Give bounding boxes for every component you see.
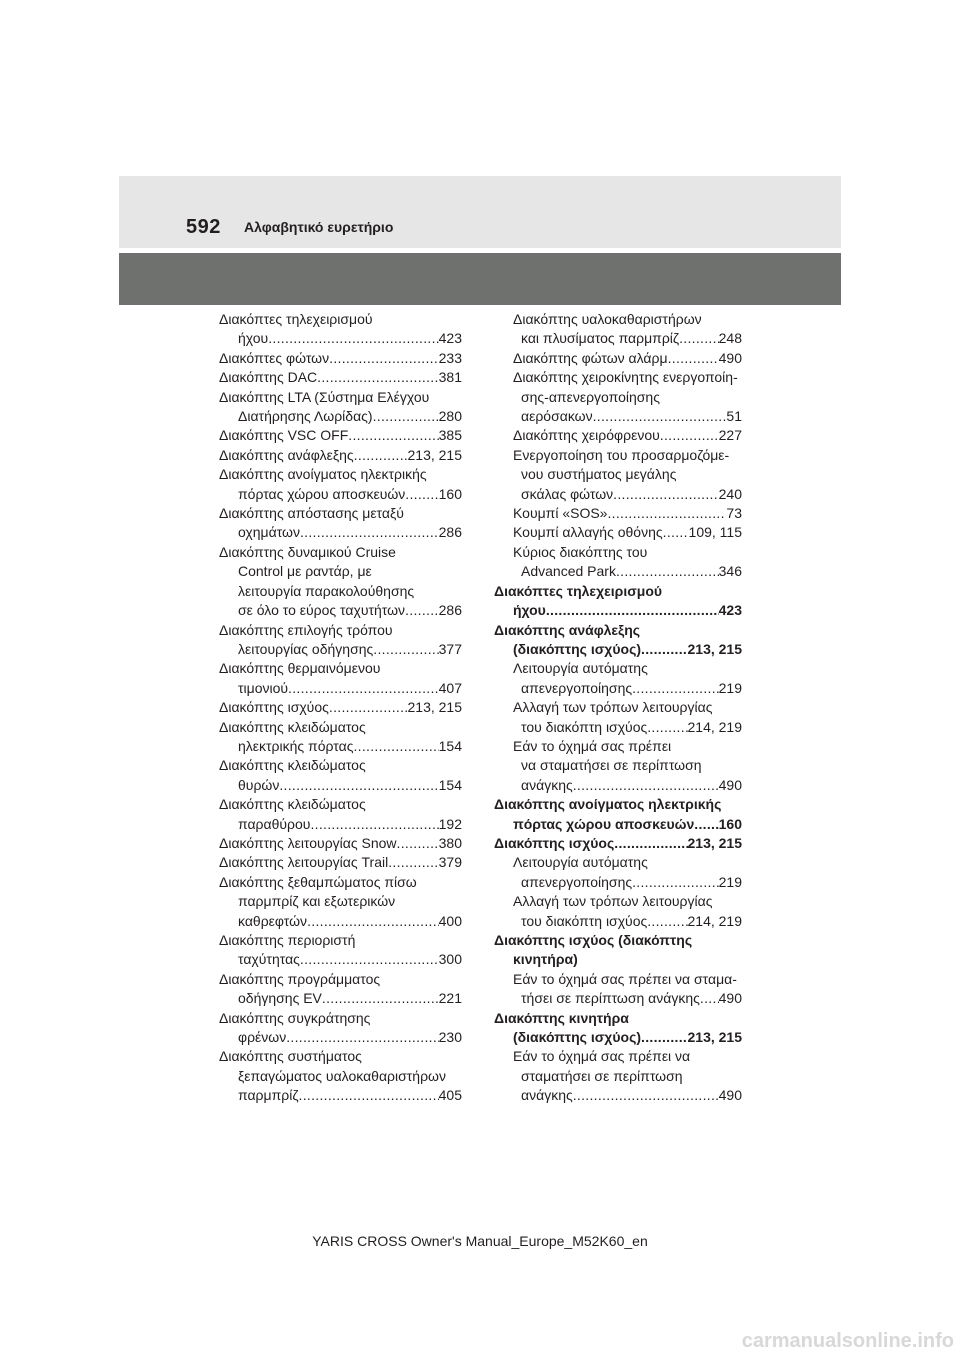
page-reference: 109, 115 bbox=[688, 524, 742, 541]
dot-leader bbox=[354, 446, 408, 465]
dot-leader bbox=[348, 426, 438, 445]
dot-leader bbox=[329, 698, 408, 717]
entry-text: Διακόπτης ισχύος (διακόπτης bbox=[494, 932, 693, 948]
index-entry bbox=[494, 1047, 742, 1066]
entry-text: απενεργοποίησης bbox=[521, 679, 633, 696]
index-entry bbox=[494, 912, 742, 931]
page-reference: 160 bbox=[438, 485, 462, 502]
entry-text: σης-απενεργοποίησης bbox=[521, 388, 660, 405]
index-entry bbox=[219, 543, 462, 562]
dot-leader bbox=[613, 485, 718, 504]
dot-leader bbox=[388, 853, 438, 872]
entry-text: πόρτας χώρου αποσκευών bbox=[513, 815, 695, 832]
entry-text: Διακόπτης προγράμματος bbox=[219, 970, 381, 987]
page-reference: 213, 215 bbox=[687, 834, 742, 851]
entry-text: (διακόπτης ισχύος) bbox=[513, 640, 642, 657]
index-entry bbox=[494, 562, 742, 581]
entry-text: Διακόπτης ισχύος bbox=[219, 699, 329, 716]
entry-text: παρμπρίζ bbox=[238, 1087, 299, 1104]
entry-text: καθρεφτών bbox=[238, 912, 308, 929]
page-reference: 154 bbox=[438, 776, 462, 793]
index-entry bbox=[219, 892, 462, 911]
index-entry bbox=[219, 912, 462, 931]
page-reference: 227 bbox=[718, 427, 742, 444]
entry-text: Διακόπτες τηλεχειρισμού bbox=[494, 582, 663, 599]
index-entry bbox=[494, 970, 742, 989]
index-entry bbox=[219, 504, 462, 523]
index-entry bbox=[494, 329, 742, 348]
page-reference: 377 bbox=[438, 640, 462, 657]
entry-text: κινητήρα) bbox=[513, 951, 578, 968]
index-entry bbox=[494, 989, 742, 1008]
entry-text: Διακόπτης συγκράτησης bbox=[219, 1009, 371, 1026]
entry-text: Κουμπί αλλαγής οθόνης bbox=[513, 524, 663, 541]
entry-text: Διακόπτης απόστασης μεταξύ bbox=[219, 505, 404, 522]
entry-text: τιμονιού bbox=[238, 679, 289, 696]
dot-leader bbox=[373, 640, 438, 659]
index-entry bbox=[494, 582, 742, 601]
index-entry bbox=[494, 698, 742, 717]
entry-text: Διακόπτης συστήματος bbox=[219, 1048, 362, 1065]
page-reference: 73 bbox=[726, 505, 742, 522]
index-entry bbox=[219, 485, 462, 504]
page-reference: 286 bbox=[438, 602, 462, 619]
entry-text: ανάγκης bbox=[521, 1087, 573, 1104]
dot-leader bbox=[405, 485, 438, 504]
dot-leader bbox=[310, 815, 438, 834]
dot-leader bbox=[405, 601, 439, 620]
dot-leader bbox=[700, 989, 719, 1008]
index-entry bbox=[219, 679, 462, 698]
index-entry bbox=[494, 601, 742, 620]
index-entry bbox=[494, 1028, 742, 1047]
entry-text: απενεργοποίησης bbox=[521, 873, 633, 890]
index-entry bbox=[494, 718, 742, 737]
index-entry bbox=[494, 388, 742, 407]
index-entry bbox=[219, 795, 462, 814]
entry-text: ήχου bbox=[513, 602, 546, 619]
entry-text: Διακόπτης κλειδώματος bbox=[219, 718, 366, 735]
page-reference: 214, 219 bbox=[687, 912, 742, 929]
entry-text: οδήγησης EV bbox=[238, 990, 322, 1007]
entry-text: Διακόπτης κλειδώματος bbox=[219, 757, 366, 774]
entry-text: τήσει σε περίπτωση ανάγκης bbox=[521, 990, 700, 1007]
entry-text: λειτουργία παρακολούθησης bbox=[238, 582, 415, 599]
dot-leader bbox=[668, 349, 719, 368]
entry-text: Διακόπτης χειρόφρενου bbox=[513, 427, 660, 444]
dot-leader bbox=[279, 776, 438, 795]
index-entry bbox=[494, 446, 742, 465]
page-reference: 240 bbox=[718, 485, 742, 502]
entry-text: Διακόπτης περιοριστή bbox=[219, 932, 356, 948]
index-entry bbox=[494, 950, 742, 969]
index-entry bbox=[494, 776, 742, 795]
dot-leader bbox=[632, 873, 719, 892]
entry-text: Διακόπτης ανάφλεξης bbox=[219, 446, 354, 463]
index-entry bbox=[494, 1067, 742, 1086]
dot-leader bbox=[663, 523, 689, 542]
index-entry bbox=[494, 873, 742, 892]
page-reference: 379 bbox=[438, 854, 462, 871]
index-entry bbox=[494, 504, 742, 523]
entry-text: σκάλας φώτων bbox=[521, 485, 614, 502]
page-reference: 490 bbox=[718, 349, 742, 366]
entry-text: Διακόπτης λειτουργίας Snow bbox=[219, 834, 397, 851]
page-reference: 286 bbox=[438, 524, 462, 541]
entry-text: νου συστήματος μεγάλης bbox=[521, 466, 677, 483]
entry-text: Διακόπτης κλειδώματος bbox=[219, 796, 366, 813]
index-entry bbox=[494, 349, 742, 368]
index-entry bbox=[219, 349, 462, 368]
watermark: carmanualsonline.info bbox=[741, 1330, 954, 1352]
index-entry bbox=[219, 1009, 462, 1028]
dot-leader bbox=[573, 776, 719, 795]
index-entry bbox=[219, 737, 462, 756]
entry-text: πόρτας χώρου αποσκευών bbox=[238, 485, 406, 502]
index-entry bbox=[219, 388, 462, 407]
entry-text: Διακόπτες τηλεχειρισμού bbox=[219, 311, 373, 327]
index-entry bbox=[494, 931, 742, 950]
index-entry bbox=[494, 1086, 742, 1105]
entry-text: Διακόπτης ισχύος bbox=[494, 834, 615, 851]
index-entry bbox=[219, 989, 462, 1008]
index-entry bbox=[219, 1047, 462, 1066]
dot-leader bbox=[373, 407, 439, 426]
entry-text: Διακόπτης ανοίγματος ηλεκτρικής bbox=[219, 466, 427, 483]
entry-text: Διακόπτης δυναμικού Cruise bbox=[219, 543, 396, 560]
index-entry bbox=[219, 621, 462, 640]
page-reference: 300 bbox=[438, 951, 462, 968]
index-entry bbox=[494, 426, 742, 445]
page-reference: 230 bbox=[438, 1029, 462, 1046]
index-entry bbox=[494, 1009, 742, 1028]
index-entry bbox=[494, 407, 742, 426]
entry-text: του διακόπτη ισχύος bbox=[521, 718, 648, 735]
entry-text: και πλυσίματος παρμπρίζ bbox=[521, 330, 680, 347]
index-entry bbox=[219, 718, 462, 737]
page-reference: 385 bbox=[438, 427, 462, 444]
page-reference: 221 bbox=[438, 990, 462, 1007]
entry-text: οχημάτων bbox=[238, 524, 300, 541]
index-entry bbox=[219, 582, 462, 601]
entry-text: Εάν το όχημά σας πρέπει να bbox=[513, 1048, 691, 1065]
index-entry bbox=[494, 659, 742, 678]
entry-text: Διακόπτης VSC OFF bbox=[219, 427, 349, 444]
entry-text: φρένων bbox=[238, 1029, 287, 1046]
index-entry bbox=[494, 523, 742, 542]
entry-text: Αλλαγή των τρόπων λειτουργίας bbox=[513, 699, 713, 716]
entry-text: Διακόπτης χειροκίνητης ενεργοποίη- bbox=[513, 369, 738, 386]
index-entry bbox=[219, 659, 462, 678]
index-entry bbox=[219, 523, 462, 542]
section-title: Αλφαβητικό ευρετήριο bbox=[244, 219, 394, 235]
dot-leader bbox=[268, 329, 438, 348]
entry-text: Διακόπτης ανοίγματος ηλεκτρικής bbox=[494, 796, 722, 813]
dot-leader bbox=[616, 562, 719, 581]
page-reference: 213, 215 bbox=[687, 1029, 742, 1046]
page-reference: 213, 215 bbox=[407, 699, 462, 716]
entry-text: Control με ραντάρ, με bbox=[238, 563, 372, 580]
entry-text: Εάν το όχημά σας πρέπει bbox=[513, 737, 672, 754]
entry-text: Λειτουργία αυτόματης bbox=[513, 660, 648, 677]
footer-manual-name: YARIS CROSS Owner's Manual_Europe_M52K60_en bbox=[312, 1233, 648, 1249]
page-reference: 51 bbox=[726, 408, 742, 425]
page-number: 592 bbox=[186, 216, 221, 238]
dot-leader bbox=[300, 950, 439, 969]
index-entry bbox=[219, 426, 462, 445]
page-reference: 405 bbox=[438, 1087, 462, 1104]
dot-leader bbox=[632, 679, 719, 698]
index-entry bbox=[219, 310, 462, 329]
index-entry bbox=[494, 815, 742, 834]
page-reference: 381 bbox=[438, 369, 462, 386]
entry-text: σταματήσει σε περίπτωση bbox=[521, 1067, 683, 1084]
entry-text: ξεπαγώματος υαλοκαθαριστήρων bbox=[238, 1067, 446, 1084]
entry-text: Διακόπτης θερμαινόμενου bbox=[219, 660, 381, 677]
entry-text: Advanced Park bbox=[521, 563, 616, 580]
entry-text: Διακόπτης DAC bbox=[219, 369, 318, 386]
entry-text: παρμπρίζ και εξωτερικών bbox=[238, 893, 396, 910]
entry-text: Κουμπί «SOS» bbox=[513, 505, 608, 522]
index-entry bbox=[494, 465, 742, 484]
dot-leader bbox=[573, 1086, 719, 1105]
index-entry bbox=[219, 970, 462, 989]
index-entry bbox=[219, 834, 462, 853]
dot-leader bbox=[694, 815, 718, 834]
page-reference: 400 bbox=[438, 912, 462, 929]
page-reference: 346 bbox=[718, 563, 742, 580]
index-entry bbox=[219, 776, 462, 795]
entry-text: αερόσακων bbox=[521, 408, 593, 425]
entry-text: θυρών bbox=[238, 776, 280, 793]
index-entry bbox=[494, 834, 742, 853]
index-column-left bbox=[219, 310, 462, 1106]
index-entry bbox=[219, 446, 462, 465]
entry-text: Διακόπτης ξεθαμπώματος πίσω bbox=[219, 873, 417, 890]
index-entry bbox=[219, 465, 462, 484]
dot-leader bbox=[647, 718, 687, 737]
page-reference: 490 bbox=[718, 1087, 742, 1104]
dot-leader bbox=[286, 1028, 438, 1047]
dot-leader bbox=[317, 368, 438, 387]
index-entry bbox=[494, 621, 742, 640]
index-entry bbox=[494, 756, 742, 775]
entry-text: σε όλο το εύρος ταχυτήτων bbox=[238, 602, 406, 619]
entry-text: Διακόπτης φώτων αλάρμ bbox=[513, 349, 668, 366]
entry-text: λειτουργίας οδήγησης bbox=[238, 640, 374, 657]
dot-leader bbox=[593, 407, 727, 426]
index-entry bbox=[219, 931, 462, 950]
page-reference: 213, 215 bbox=[687, 640, 742, 657]
page-reference: 219 bbox=[718, 679, 742, 696]
index-entry bbox=[219, 562, 462, 581]
dot-leader bbox=[397, 834, 439, 853]
dot-leader bbox=[641, 640, 687, 659]
dot-leader bbox=[299, 1086, 439, 1105]
entry-text: ηλεκτρικής πόρτας bbox=[238, 737, 354, 754]
entry-text: του διακόπτη ισχύος bbox=[521, 912, 648, 929]
entry-text: ήχου bbox=[238, 330, 269, 347]
header-band bbox=[119, 176, 841, 248]
index-entry bbox=[494, 368, 742, 387]
index-entry bbox=[219, 873, 462, 892]
entry-text: να σταματήσει σε περίπτωση bbox=[521, 757, 702, 774]
entry-text: Αλλαγή των τρόπων λειτουργίας bbox=[513, 893, 713, 910]
page-reference: 490 bbox=[718, 990, 742, 1007]
entry-text: Διακόπτης LTA (Σύστημα Ελέγχου bbox=[219, 388, 430, 405]
entry-text: Διακόπτες φώτων bbox=[219, 349, 330, 366]
index-entry bbox=[219, 698, 462, 717]
entry-text: παραθύρου bbox=[238, 815, 311, 832]
dot-leader bbox=[307, 912, 439, 931]
index-entry bbox=[219, 950, 462, 969]
index-entry bbox=[494, 543, 742, 562]
entry-text: ανάγκης bbox=[521, 776, 573, 793]
index-entry bbox=[219, 601, 462, 620]
entry-text: Διατήρησης Λωρίδας) bbox=[238, 408, 373, 425]
index-entry bbox=[219, 853, 462, 872]
dot-leader bbox=[546, 601, 719, 620]
page-reference: 248 bbox=[718, 330, 742, 347]
index-entry bbox=[219, 815, 462, 834]
index-entry bbox=[494, 679, 742, 698]
index-entry bbox=[494, 485, 742, 504]
dot-leader bbox=[660, 426, 719, 445]
index-entry bbox=[219, 1086, 462, 1105]
entry-text: Διακόπτης κινητήρα bbox=[494, 1009, 629, 1026]
dot-leader bbox=[288, 679, 439, 698]
dot-leader bbox=[329, 349, 439, 368]
index-entry bbox=[494, 795, 742, 814]
entry-text: Διακόπτης επιλογής τρόπου bbox=[219, 621, 393, 638]
entry-text: (διακόπτης ισχύος) bbox=[513, 1029, 642, 1046]
index-entry bbox=[219, 1028, 462, 1047]
index-entry bbox=[494, 737, 742, 756]
index-entry bbox=[219, 329, 462, 348]
entry-text: Ενεργοποίηση του προσαρμοζόμε- bbox=[513, 446, 730, 463]
dot-leader bbox=[353, 737, 438, 756]
dot-leader bbox=[322, 989, 439, 1008]
dot-leader bbox=[607, 504, 726, 523]
index-entry bbox=[219, 1067, 462, 1086]
page-reference: 214, 219 bbox=[687, 718, 742, 735]
index-entry bbox=[219, 640, 462, 659]
entry-text: Κύριος διακόπτης του bbox=[513, 543, 648, 560]
index-entry bbox=[219, 368, 462, 387]
page-reference: 192 bbox=[438, 815, 462, 832]
entry-text: Εάν το όχημά σας πρέπει να σταμα- bbox=[513, 970, 737, 987]
index-entry bbox=[494, 892, 742, 911]
dot-leader bbox=[679, 329, 719, 348]
page-reference: 490 bbox=[718, 776, 742, 793]
entry-text: Διακόπτης λειτουργίας Trail bbox=[219, 854, 389, 871]
page-reference: 233 bbox=[438, 349, 462, 366]
entry-text: Διακόπτης υαλοκαθαριστήρων bbox=[513, 311, 702, 327]
dot-leader bbox=[647, 912, 687, 931]
index-column-right bbox=[494, 310, 742, 1106]
page-reference: 407 bbox=[438, 679, 462, 696]
dot-leader bbox=[614, 834, 687, 853]
page-reference: 213, 215 bbox=[407, 446, 462, 463]
index-entry bbox=[494, 310, 742, 329]
page-reference: 380 bbox=[438, 834, 462, 851]
dot-leader bbox=[300, 523, 439, 542]
page-reference: 423 bbox=[718, 602, 742, 619]
page-reference: 160 bbox=[718, 815, 742, 832]
page-reference: 280 bbox=[438, 408, 462, 425]
entry-text: Λειτουργία αυτόματης bbox=[513, 854, 648, 871]
entry-text: Διακόπτης ανάφλεξης bbox=[494, 621, 641, 638]
page-reference: 423 bbox=[438, 330, 462, 347]
entry-text: ταχύτητας bbox=[238, 951, 300, 968]
index-entry bbox=[494, 853, 742, 872]
page-reference: 219 bbox=[718, 873, 742, 890]
index-entry bbox=[219, 407, 462, 426]
page-reference: 154 bbox=[438, 737, 462, 754]
dot-leader bbox=[641, 1028, 687, 1047]
index-entry bbox=[494, 640, 742, 659]
index-entry bbox=[219, 756, 462, 775]
header-bar bbox=[119, 253, 841, 305]
